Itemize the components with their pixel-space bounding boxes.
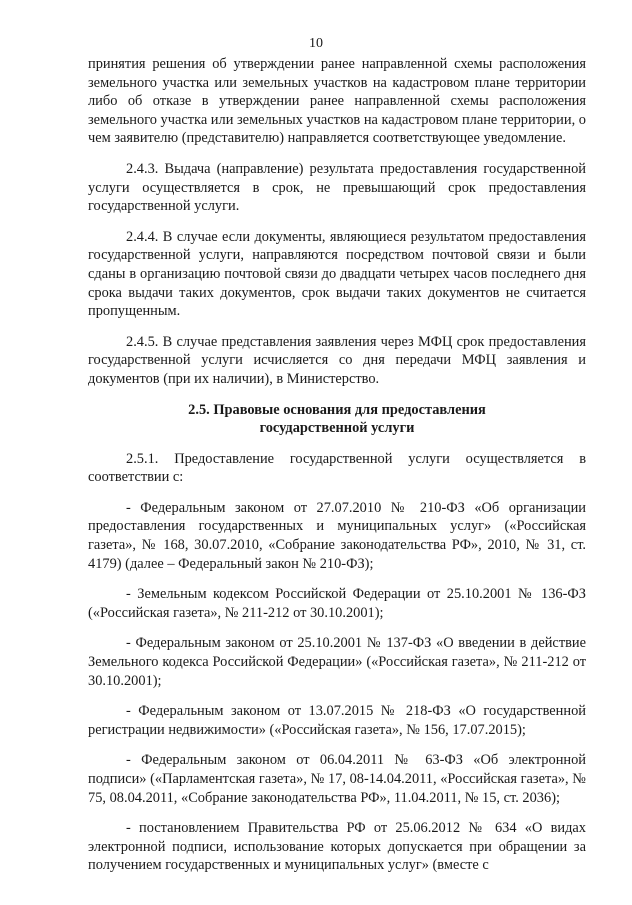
document-body — [88, 55, 586, 875]
paragraph-continuation: принятия решения об утверждении ранее направленной схемы расположения земельного участка или земельных участков на кадастровом плане территории либо об отказе в утверждении ранее направленной схемы расположения земельного участка или земельных участков на кадастровом плане территории, о чем заявителю (представителю) направляется соответствующее уведомление. — [88, 56, 586, 147]
law-item-63-fz: - Федеральным законом от 06.04.2011 № 63-ФЗ «Об электронной подписи» («Парламентская газета», № 17, 08-14.04.2011, «Российская газета», № 75, 08.04.2011, «Собрание законодательства РФ», 11.04.2011, № 15, ст. 2036); — [88, 752, 586, 806]
page-number: 10 — [309, 36, 323, 51]
law-item-137-fz: - Федеральным законом от 25.10.2001 № 137-ФЗ «О введении в действие Земельного кодекса Российской Федерации» («Российская газета», № 211-212 от 30.10.2001); — [88, 635, 586, 689]
section-heading-line-2: государственной услуги — [259, 420, 415, 437]
section-heading-2-5 — [88, 401, 586, 438]
law-item-decree-634: - постановлением Правительства РФ от 25.06.2012 № 634 «О видах электронной подписи, использование которых допускается при обращении за получением государственных и муниципальных услуг» (вместе с — [88, 820, 586, 874]
law-item-land-code: - Земельным кодексом Российской Федерации от 25.10.2001 № 136-ФЗ («Российская газета», № 211-212 от 30.10.2001); — [88, 586, 586, 621]
section-heading-line-1: 2.5. Правовые основания для предоставления — [188, 401, 486, 418]
paragraph-2-4-5: 2.4.5. В случае представления заявления через МФЦ срок предоставления государственной услуги исчисляется со дня передачи МФЦ заявления и документов (при их наличии), в Министерство. — [88, 333, 586, 387]
paragraph-2-5-1: 2.5.1. Предоставление государственной услуги осуществляется в соответствии с: — [88, 450, 586, 486]
law-item-218-fz: - Федеральным законом от 13.07.2015 № 218-ФЗ «О государственной регистрации недвижимости» («Российская газета», № 156, 17.07.2015); — [88, 703, 586, 738]
paragraph-2-4-4: 2.4.4. В случае если документы, являющиеся результатом предоставления государственной услуги, направляются посредством почтовой связи и были сданы в организацию почтовой связи до двадцати четырех часов последнего дня срока выдачи таких документов, срок выдачи таких документов не считается пропущенным. — [88, 228, 586, 320]
paragraph-2-4-3: 2.4.3. Выдача (направление) результата предоставления государственной услуги осуществляется в срок, не превышающий срок предоставления государственной услуги. — [88, 160, 586, 215]
law-item-210-fz: - Федеральным законом от 27.07.2010 № 210-ФЗ «Об организации предоставления государственных и муниципальных услуг» («Российская газета», № 168, 30.07.2010, «Собрание законодательства РФ», 2010, № 31, ст. 4179) (далее – Федеральный закон № 210-ФЗ); — [88, 499, 586, 572]
